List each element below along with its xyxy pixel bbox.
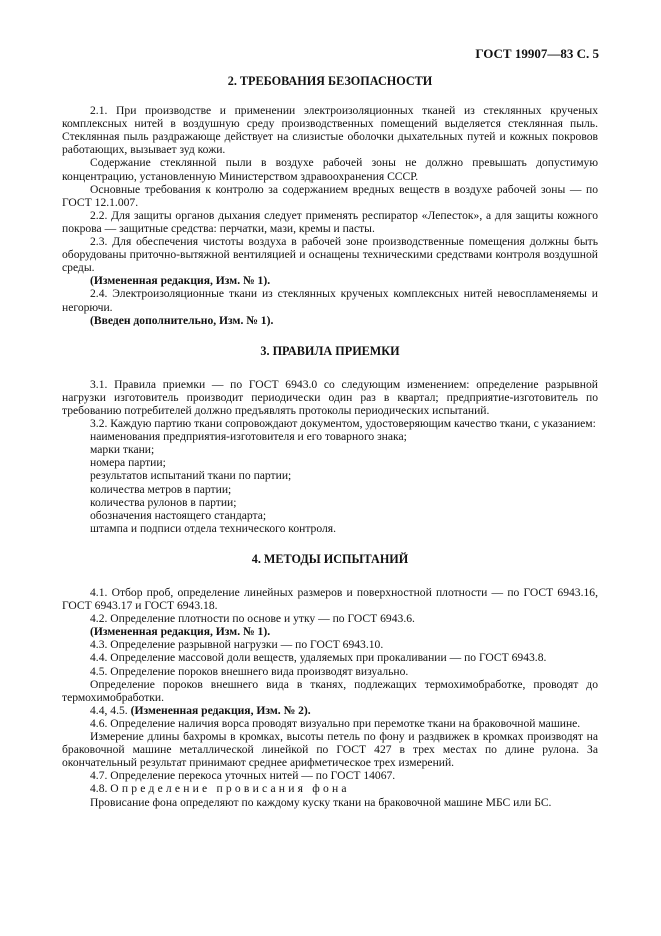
paragraph: 4.5. Определение пороков внешнего вида производят визуально. bbox=[90, 664, 409, 678]
paragraph: 4.4. Определение массовой доли веществ, удаляемых при прокаливании — по ГОСТ 6943.8. bbox=[90, 651, 547, 665]
list-item: количества метров в партии; bbox=[90, 482, 232, 496]
paragraph: 3.1. Правила приемки — по ГОСТ 6943.0 со следующим изменением: определение разрывной нагрузки изготовитель производит периодически один раз в квартал; предприятие-изготовитель по требованию потребителей должно предъявлять протоколы периодических испытаний. bbox=[62, 377, 598, 417]
paragraph: 2.3. Для обеспечения чистоты воздуха в рабочей зоне производственные помещения должны быть оборудованы приточно-вытяжной вентиляцией и оснащены техническими средствами контроля воздушной среды. bbox=[62, 235, 598, 275]
list-item: штампа и подписи отдела технического контроля. bbox=[90, 521, 337, 535]
section-title-safety: 2. ТРЕБОВАНИЯ БЕЗОПАСНОСТИ bbox=[227, 74, 433, 88]
paragraph: 2.4. Электроизоляционные ткани из стеклянных крученых комплексных нитей невоспламеняемы и негорючи. bbox=[62, 287, 598, 314]
paragraph: 3.2. Каждую партию ткани сопровождают документом, удостоверяющим качество ткани, с указанием: bbox=[90, 417, 596, 431]
amendment-note: (Измененная редакция, Изм. № 1). bbox=[90, 274, 271, 288]
paragraph: 4.1. Отбор проб, определение линейных размеров и поверхностной плотности — по ГОСТ 6943.16, ГОСТ 6943.17 и ГОСТ 6943.18. bbox=[62, 586, 598, 613]
amendment-note: (Введен дополнительно, Изм. № 1). bbox=[90, 313, 274, 327]
list-item: наименования предприятия-изготовителя и его товарного знака; bbox=[90, 430, 407, 444]
list-item: обозначения настоящего стандарта; bbox=[90, 508, 267, 522]
amendment-note: (Измененная редакция, Изм. № 2). bbox=[130, 703, 311, 717]
amendment-note: (Измененная редакция, Изм. № 1). bbox=[90, 625, 271, 639]
subclause-heading bbox=[62, 782, 598, 795]
paragraph: Содержание стеклянной пыли в воздухе рабочей зоны не должно превышать допустимую концентрацию, установленную Министерством здравоохранения СССР. bbox=[62, 156, 598, 183]
section-title-acceptance: 3. ПРАВИЛА ПРИЕМКИ bbox=[260, 343, 400, 358]
paragraph: 4.2. Определение плотности по основе и утку — по ГОСТ 6943.6. bbox=[90, 612, 415, 626]
amendment-paragraph bbox=[62, 704, 598, 717]
list-item: результатов испытаний ткани по партии; bbox=[90, 469, 292, 483]
page-content bbox=[62, 75, 598, 809]
page-header: ГОСТ 19907—83 С. 5 bbox=[475, 46, 599, 61]
paragraph: 2.2. Для защиты органов дыхания следует применять респиратор «Лепесток», а для защиты кожного покрова — защитные средства: перчатки, мази, кремы и пасты. bbox=[62, 208, 598, 235]
paragraph: Определение пороков внешнего вида в тканях, подлежащих термохимобработке, проводят до термохимобработки. bbox=[62, 677, 598, 704]
paragraph: 4.6. Определение наличия ворса проводят визуально при перемотке ткани на браковочной машине. bbox=[90, 716, 581, 730]
spaced-heading: Определение провисания фона bbox=[110, 782, 350, 796]
section-title-test-methods: 4. МЕТОДЫ ИСПЫТАНИЙ bbox=[251, 551, 409, 566]
paragraph: Измерение длины бахромы в кромках, высоты петель по фону и раздвижек в кромках производят на браковочной машине металлической линейкой по ГОСТ 427 в трех местах по длине рулона. За окончательный результат принимают среднее арифметическое трех измерений. bbox=[62, 730, 598, 770]
paragraph: Основные требования к контролю за содержанием вредных веществ в воздухе рабочей зоны — по ГОСТ 12.1.007. bbox=[62, 182, 598, 209]
paragraph: 4.7. Определение перекоса уточных нитей — по ГОСТ 14067. bbox=[90, 769, 396, 783]
paragraph: Провисание фона определяют по каждому куску ткани на браковочной машине МБС или БС. bbox=[90, 795, 552, 809]
clause-numbers: 4.4, 4.5. bbox=[90, 703, 128, 717]
list-item: количества рулонов в партии; bbox=[90, 495, 237, 509]
list-item: марки ткани; bbox=[90, 443, 155, 457]
clause-number: 4.8. bbox=[90, 782, 108, 796]
paragraph: 2.1. При производстве и применении электроизоляционных тканей из стеклянных крученых комплексных нитей в воздушную среду производственных помещений выделяется стеклянная пыль. Стеклянная пыль раздражающе действует на слизистые оболочки дыхательных путей и кожных покровов работающих, вызывает зуд кожи. bbox=[62, 104, 598, 157]
paragraph: 4.3. Определение разрывной нагрузки — по ГОСТ 6943.10. bbox=[90, 638, 384, 652]
list-item: номера партии; bbox=[90, 456, 166, 470]
